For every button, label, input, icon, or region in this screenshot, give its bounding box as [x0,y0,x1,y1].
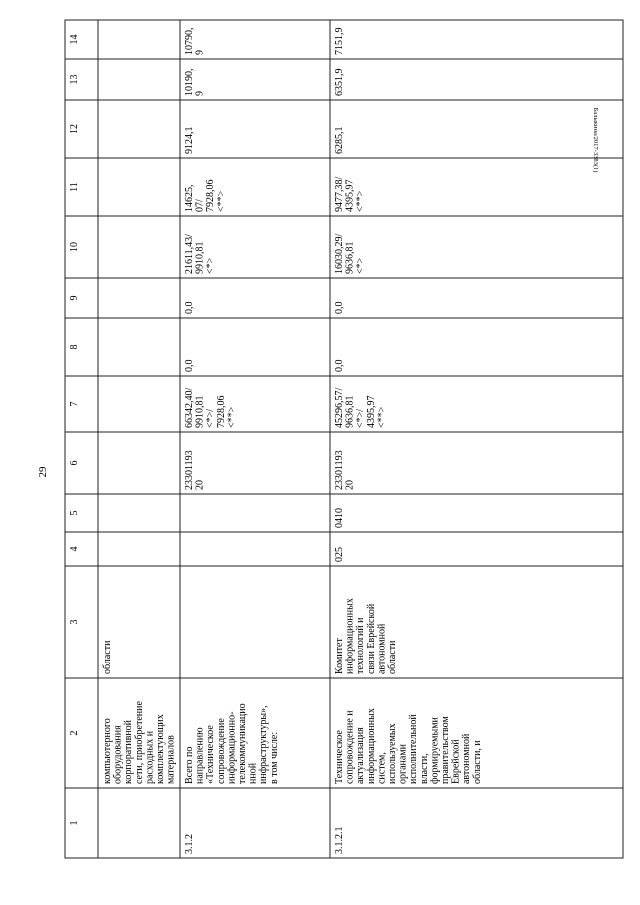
footer-document-id: Балыкина/2017-3383(1) [592,107,599,173]
column-header-10: 10 [69,242,80,252]
row-3-col-7-line-3: <*>/ [355,408,367,428]
row-3-col-4: 025 [334,547,345,562]
row-2-col-7-line-5: <**> [226,406,238,428]
row-3-col-10-line-3: <*> [355,257,367,274]
table-cells [69,28,483,855]
row-3-col-11-line-2: 4395,97 [344,179,356,212]
row-3-col-2-line-14: области, и [471,740,483,784]
row-3-col-3-line-5: автономной [376,623,388,674]
row-2-col-9: 0,0 [184,301,195,314]
column-header-14: 14 [69,34,80,45]
column-header-8: 8 [69,344,80,350]
row-3-col-9: 0,0 [334,301,345,314]
row-3-col-12: 6285,1 [334,126,345,154]
row-2-col-14-line-1: 10790, [184,27,195,55]
row-3-col-2-line-6: используемых [387,723,398,784]
row-3-col-2-line-5: систем, [376,752,388,784]
row-2-col-7-line-4: 7928,06 [215,395,227,428]
row-3-col-3-line-1: Комитет [334,638,345,674]
row-2-col-8: 0,0 [184,359,195,372]
column-header-2: 2 [69,730,80,736]
row-2-col-2-line-1: Всего по [184,746,195,784]
row-3-col-2-line-10: формируемыми [429,717,441,784]
row-3-col-3-line-6: области [387,640,398,674]
row-3-col-11-line-1: 9477,38/ [334,176,345,212]
row-1-col-2-line-2: оборудования [112,725,124,784]
row-2-col-14-line-2: 9 [194,50,206,55]
row-2-col-2-line-3: «Техническое [205,725,217,784]
column-header-6: 6 [69,460,80,466]
row-2-col-2-line-5: информационно- [226,711,238,784]
row-3-col-13: 6351,9 [334,68,345,96]
row-2-col-13-line-1: 10190, [184,68,195,96]
row-3-col-3-line-4: связи Еврейской [365,603,377,674]
row-3-col-1: 3.1.2.1 [334,826,345,854]
row-3-col-3-line-2: информационных [344,598,356,674]
row-3-col-6-line-1: 23301193 [334,450,345,490]
row-3-col-10-line-1: 16030,29/ [334,233,345,274]
row-2-col-2-line-4: сопровождение [215,718,227,784]
column-header-3: 3 [69,619,80,625]
row-3-col-2-line-7: органами [397,743,409,784]
row-3-col-14: 7151,9 [334,27,345,55]
column-header-9: 9 [69,295,80,301]
row-2-col-2-line-8: инфраструктуры», [258,705,270,784]
column-header-1: 1 [69,820,80,826]
row-3-col-11-line-3: <**> [355,190,367,212]
row-1-col-2-line-1: компьютерного [102,718,113,784]
row-2-col-2-line-9: в том числе: [268,731,280,784]
row-3-col-2-line-9: власти, [418,753,430,784]
row-3-col-2-line-2: сопровождение и [344,710,356,784]
column-header-13: 13 [69,74,80,85]
row-2-col-13-line-2: 9 [194,91,206,96]
row-3-col-8: 0,0 [334,359,345,372]
row-2-col-7-line-1: 66342,40/ [184,387,195,428]
row-3-col-2-line-11: правительством [440,716,451,784]
row-2-col-2-line-2: направлению [194,727,206,784]
row-1-col-2-line-5: расходных и [144,730,156,784]
row-2-col-10-line-1: 21611,43/ [184,234,195,274]
row-3-col-2-line-8: исполнительной [408,714,420,784]
row-3-col-2-line-13: автономной [461,733,473,784]
column-header-7: 7 [69,401,80,407]
row-2-col-11-line-4: <**> [215,190,227,212]
row-2-col-2-line-7: нной [247,762,259,784]
row-3-col-6-line-2: 20 [344,480,356,490]
column-header-11: 11 [69,182,80,192]
column-header-12: 12 [69,124,80,134]
row-2-col-6-line-2: 20 [194,480,206,490]
row-2-col-7-line-2: 9910,81 [194,395,206,428]
row-2-col-10-line-3: <*> [205,257,217,274]
row-1-col-2-line-4: сети, приобретение [133,701,145,784]
row-2-col-7-line-3: <*>/ [205,408,217,428]
row-2-col-2-line-6: телекоммуникацио [237,703,248,784]
page-number: 29 [37,466,49,478]
row-3-col-7-line-4: 4395,97 [365,395,377,428]
row-1-col-2-line-3: корпоративной [123,719,135,784]
row-1-col-3: области [102,640,113,674]
row-3-col-10-line-2: 9636,81 [344,241,356,274]
row-2-col-12: 9124,1 [184,126,195,154]
row-2-col-10-line-2: 9910,81 [194,241,206,274]
row-3-col-7-line-1: 45296,57/ [334,387,345,428]
row-3-col-3-line-3: технологий и [355,617,367,674]
row-3-col-7-line-2: 9636,81 [344,395,356,428]
row-1-col-2-line-7: материалов [165,735,177,784]
row-2-col-1: 3.1.2 [184,834,195,854]
row-1-col-2-line-6: комплектующих [155,714,166,784]
row-3-col-2-line-3: актуализация [355,727,367,784]
column-header-4: 4 [69,546,80,552]
row-3-col-7-line-5: <**> [376,406,388,428]
row-2-col-11-line-3: 7928,06 [205,179,217,212]
row-3-col-2-line-12: Еврейской [450,739,462,784]
row-2-col-11-line-1: 14625, [184,184,195,212]
column-header-5: 5 [69,510,80,516]
row-3-col-2-line-1: Техническое [334,730,345,784]
row-2-col-6-line-1: 23301193 [184,450,195,490]
row-3-col-5: 0410 [334,508,345,528]
row-2-col-11-line-2: 07/ [194,199,206,212]
row-3-col-2-line-4: информационных [365,708,377,784]
